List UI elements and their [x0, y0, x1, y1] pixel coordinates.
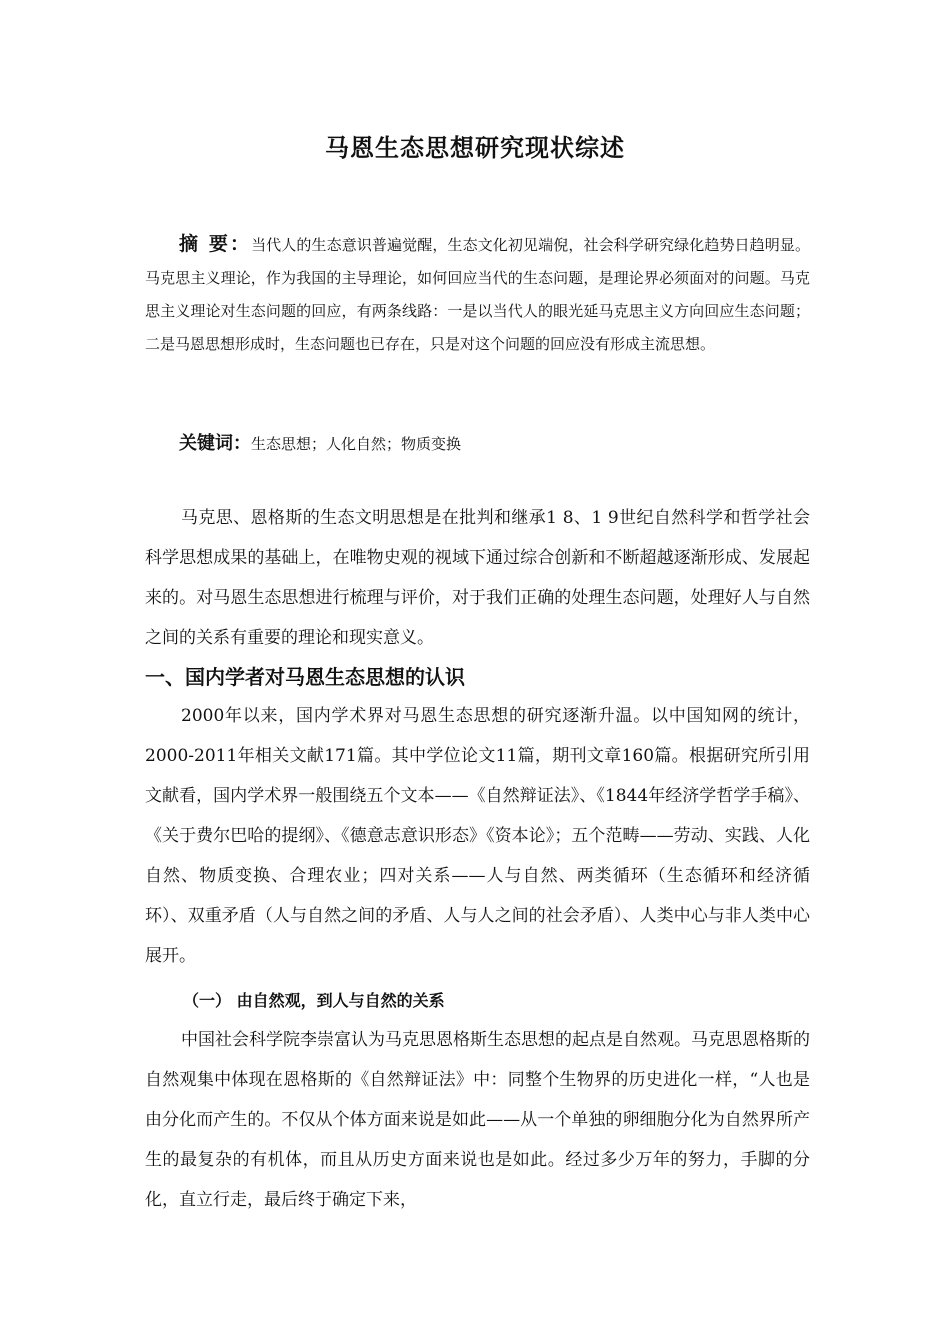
document-title: 马恩生态思想研究现状综述 [325, 134, 625, 162]
subsection-heading-1: （一） 由自然观，到人与自然的关系 [183, 991, 445, 1010]
keywords-text: 生态思想；人化自然；物质变换 [251, 435, 462, 453]
abstract-text: 当代人的生态意识普遍觉醒，生态文化初见端倪，社会科学研究绿化趋势日趋明显。马克思主义理论，作为我国的主导理论，如何回应当代的生态问题，是理论界必须面对的问题。马克思主义理论对生态问题的回应，有两条线路：一是以当代人的眼光延马克思主义方向回应生态问题；二是马恩思想形成时，生态问题也已存在，只是对这个问题的回应没有形成主流思想。 [145, 236, 810, 353]
abstract-paragraph [145, 228, 810, 361]
subsection1-paragraph: 中国社会科学院李崇富认为马克思恩格斯生态思想的起点是自然观。马克思恩格斯的自然观集中体现在恩格斯的《自然辩证法》中：同整个生物界的历史进化一样，“人也是由分化而产生的。不仅从个体方面来说是如此——从一个单独的卵细胞分化为自然界所产生的最复杂的有机体，而且从历史方面来说也是如此。经过多少万年的努力，手脚的分化，直立行走，最后终于确定下来， [145, 1030, 810, 1210]
abstract-label: 摘 要： [179, 233, 252, 255]
keywords-label: 关键词： [179, 433, 251, 454]
section1-paragraph: 2000年以来，国内学术界对马恩生态思想的研究逐渐升温。以中国知网的统计，2000-2011年相关文献171篇。其中学位论文11篇，期刊文章160篇。根据研究所引用文献看，国内学术界一般围绕五个文本——《自然辩证法》、《1844年经济学哲学手稿》、《关于费尔巴哈的提纲》、《德意志意识形态》《资本论》；五个范畴——劳动、实践、人化自然、物质变换、合理农业；四对关系——人与自然、两类循环（生态循环和经济循环）、双重矛盾（人与自然之间的矛盾、人与人之间的社会矛盾）、人类中心与非人类中心展开。 [145, 706, 810, 966]
keywords-line [145, 427, 810, 461]
intro-paragraph: 马克思、恩格斯的生态文明思想是在批判和继承1 8、1 9世纪自然科学和哲学社会科学思想成果的基础上，在唯物史观的视域下通过综合创新和不断超越逐渐形成、发展起来的。对马恩生态思想进行梳理与评价，对于我们正确的处理生态问题，处理好人与自然之间的关系有重要的理论和现实意义。 [145, 508, 810, 648]
section-heading-1: 一、国内学者对马恩生态思想的认识 [145, 665, 465, 689]
